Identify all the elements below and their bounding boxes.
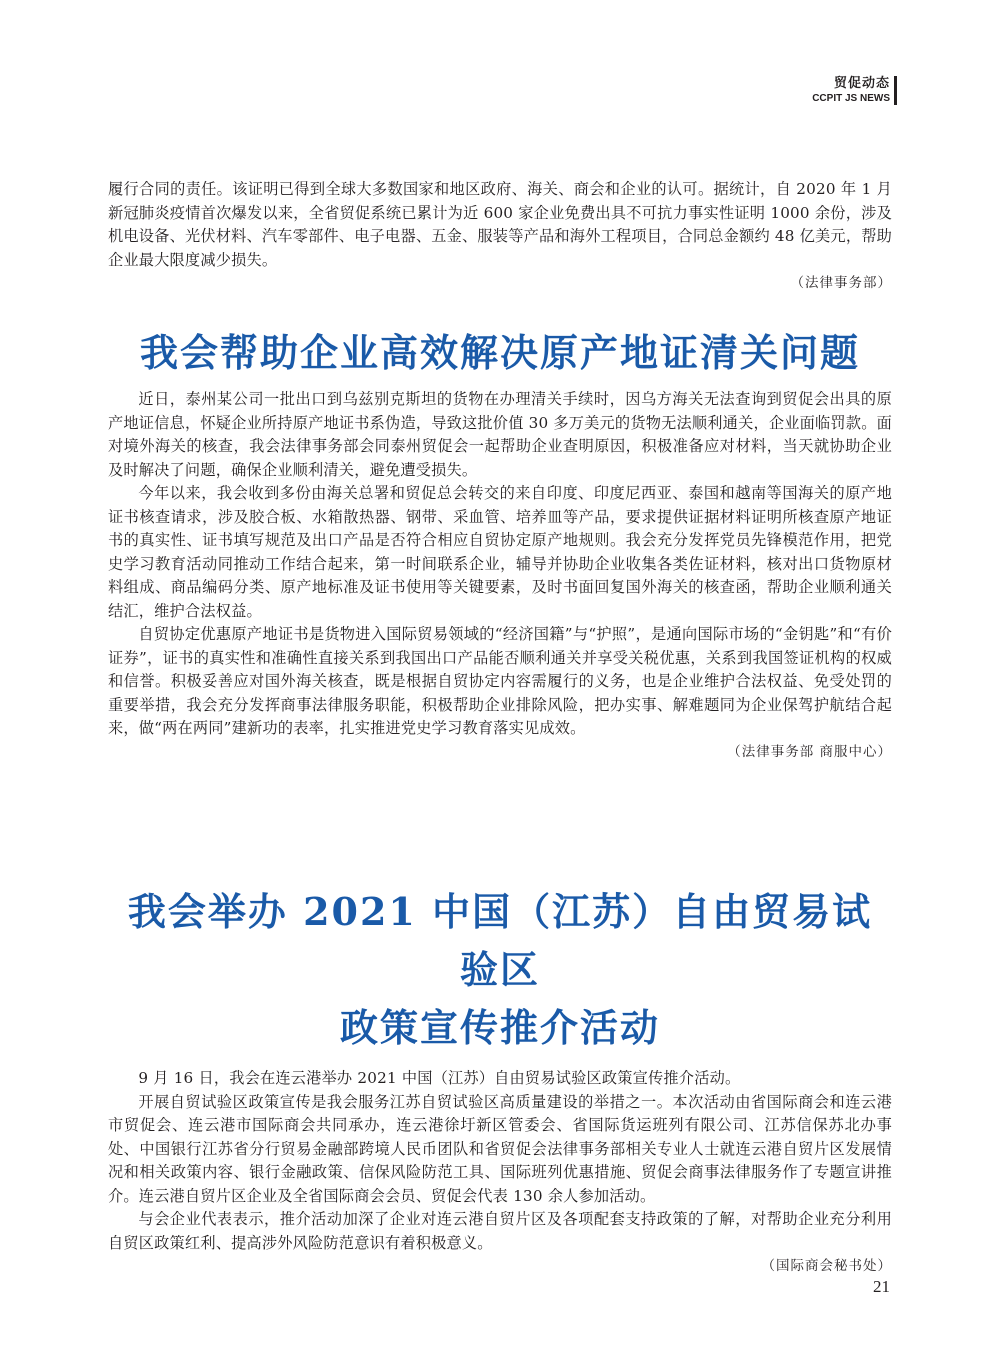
intro-paragraph: 履行合同的责任。该证明已得到全球大多数国家和地区政府、海关、商会和企业的认可。据统计，自 2020 年 1 月新冠肺炎疫情首次爆发以来，全省贸促系统已累计为近 600 家企业免费出具不可抗力事实性证明 1000 余份，涉及机电设备、光伏材料、汽车零部件、电子电器、五金、服装等产品和海外工程项目，合同总金额约 48 亿美元，帮助企业最大限度减少损失。 <box>108 180 892 269</box>
header-divider <box>894 76 897 105</box>
article-2-paragraph-2: 开展自贸试验区政策宣传是我会服务江苏自贸试验区高质量建设的举措之一。本次活动由省国际商会和连云港市贸促会、连云港市国际商会共同承办，连云港徐圩新区管委会、省国际货运班列有限公司、江苏信保苏北办事处、中国银行江苏省分行贸易金融部跨境人民币团队和省贸促会法律事务部相关专业人士就连云港自贸片区发展情况和相关政策内容、银行金融政策、信保风险防范工具、国际班列优惠措施、贸促会商事法律服务作了专题宣讲推介。连云港自贸片区企业及全省国际商会会员、贸促会代表 130 余人参加活动。 <box>108 1092 892 1205</box>
article-2-title-line-2: 政策宣传推介活动 <box>339 1005 660 1050</box>
intro-source: （法律事务部） <box>790 275 892 291</box>
article-1-paragraph-2: 今年以来，我会收到多份由海关总署和贸促总会转交的来自印度、印度尼西亚、泰国和越南等国海关的原产地证书核查请求，涉及胶合板、水箱散热器、钢带、采血管、培养皿等产品，要求提供证据材料证明所核查原产地证书的真实性、证书填写规范及出口产品是否符合相应自贸协定原产地规则。我会充分发挥党员先锋模范作用，把党史学习教育活动同推动工作结合起来，第一时间联系企业，辅导并协助企业收集各类佐证材料，核对出口货物原材料组成、商品编码分类、原产地标准及证书使用等关键要素，及时书面回复国外海关的核查函，帮助企业顺利通关结汇，维护合法权益。 <box>108 484 892 620</box>
article-1 <box>108 328 892 763</box>
intro-section <box>108 178 892 294</box>
article-1-paragraph-3: 自贸协定优惠原产地证书是货物进入国际贸易领域的“经济国籍”与“护照”，是通向国际市场的“金钥匙”和“有价证券”，证书的真实性和准确性直接关系到我国出口产品能否顺利通关并享受关税优惠，关系到我国签证机构的权威和信誉。积极妥善应对国外海关核查，既是根据自贸协定内容需履行的义务，也是企业维护合法权益、免受处罚的重要举措，我会充分发挥商事法律服务职能，积极帮助企业排除风险，把办实事、解难题同为企业保驾护航结合起来，做“两在两同”建新功的表率，扎实推进党史学习教育落实见成效。 <box>108 625 892 737</box>
article-2-paragraph-1: 9 月 16 日，我会在连云港举办 2021 中国（江苏）自由贸易试验区政策宣传推介活动。 <box>138 1069 741 1087</box>
article-2-source: （国际商会秘书处） <box>761 1258 892 1274</box>
article-2-title-line-1: 我会举办 2021 中国（江苏）自由贸易试验区 <box>127 889 873 992</box>
article-1-paragraph-1: 近日，泰州某公司一批出口到乌兹别克斯坦的货物在办理清关手续时，因乌方海关无法查询到贸促会出具的原产地证信息，怀疑企业所持原产地证书系伪造，导致这批价值 30 多万美元的货物无法顺利通关，企业面临罚款。面对境外海关的核查，我会法律事务部会同泰州贸促会一起帮助企业查明原因，积极准备应对材料，当天就协助企业及时解决了问题，确保企业顺利清关，避免遭受损失。 <box>108 390 892 479</box>
section-title-en: CCPIT JS NEWS <box>812 93 890 104</box>
article-2 <box>108 883 892 1277</box>
running-header <box>812 76 890 105</box>
article-2-paragraph-3: 与会企业代表表示，推介活动加深了企业对连云港自贸片区及各项配套支持政策的了解，对帮助企业充分利用自贸区政策红利、提高涉外风险防范意识有着积极意义。 <box>108 1210 892 1252</box>
article-1-source: （法律事务部 商服中心） <box>727 743 892 760</box>
article-1-title: 我会帮助企业高效解决原产地证清关问题 <box>139 330 860 375</box>
section-title-cn: 贸促动态 <box>833 76 890 91</box>
page-number: 21 <box>873 1277 890 1296</box>
